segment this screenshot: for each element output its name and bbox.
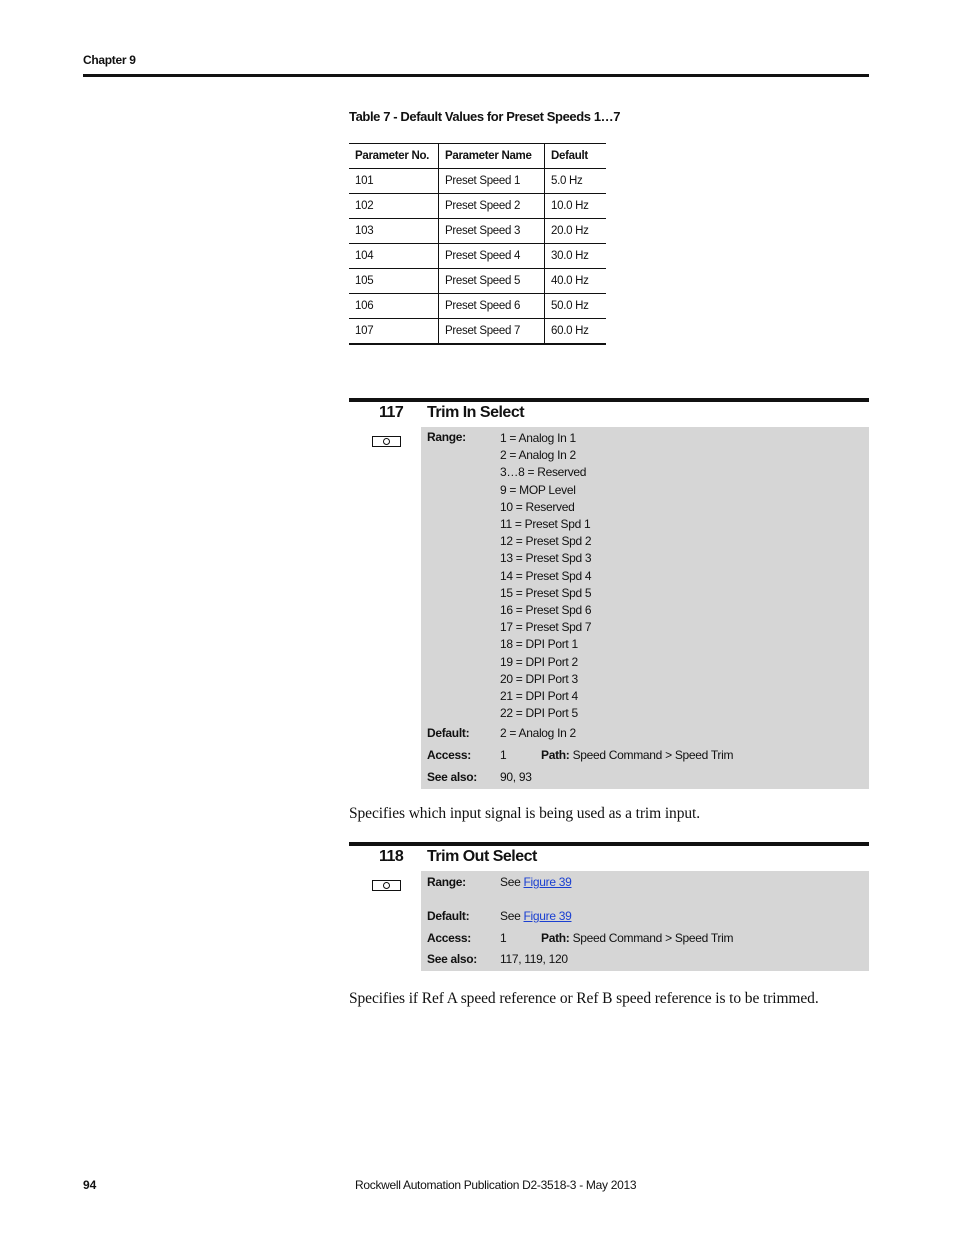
param-117-rule [349, 398, 869, 402]
cell-parameter-no: 104 [349, 244, 439, 269]
param-118-details [421, 871, 869, 971]
range-option: 16 = Preset Spd 6 [500, 603, 592, 618]
path-info [541, 931, 733, 945]
default-value [500, 909, 572, 923]
cell-default: 30.0 Hz [545, 244, 607, 269]
read-write-icon [372, 880, 401, 891]
range-option: 12 = Preset Spd 2 [500, 534, 592, 549]
range-prefix: See [500, 875, 524, 889]
range-option: 18 = DPI Port 1 [500, 637, 578, 652]
cell-parameter-name: Preset Speed 7 [439, 319, 545, 345]
cell-default: 10.0 Hz [545, 194, 607, 219]
param-118-name: Trim Out Select [427, 848, 537, 865]
table-row [349, 219, 606, 244]
path-label: Path: [541, 748, 570, 762]
see-also-value: 90, 93 [500, 770, 532, 784]
range-option: 20 = DPI Port 3 [500, 671, 578, 686]
param-117-name: Trim In Select [427, 404, 525, 421]
cell-parameter-no: 105 [349, 269, 439, 294]
range-option: 22 = DPI Port 5 [500, 706, 578, 721]
page-number: 94 [83, 1178, 97, 1192]
default-prefix: See [500, 909, 524, 923]
path-info [541, 748, 733, 762]
table-row [349, 169, 606, 194]
cell-parameter-no: 107 [349, 319, 439, 345]
path-value: Speed Command > Speed Trim [572, 748, 734, 762]
range-option: 2 = Analog In 2 [500, 448, 576, 463]
cell-default: 5.0 Hz [545, 169, 607, 194]
cell-parameter-no: 101 [349, 169, 439, 194]
cell-parameter-name: Preset Speed 2 [439, 194, 545, 219]
default-label: Default: [427, 726, 470, 740]
range-option: 15 = Preset Spd 5 [500, 585, 592, 600]
param-118-number: 118 [379, 848, 404, 865]
range-option: 19 = DPI Port 2 [500, 654, 578, 669]
range-option: 3…8 = Reserved [500, 465, 587, 480]
range-label: Range: [427, 430, 466, 444]
see-also-value: 117, 119, 120 [500, 952, 568, 966]
access-value: 1 [500, 931, 507, 945]
range-value [500, 875, 572, 889]
param-118-rule [349, 842, 869, 846]
range-option: 21 = DPI Port 4 [500, 689, 578, 704]
range-option: 17 = Preset Spd 7 [500, 620, 592, 635]
default-value: 2 = Analog In 2 [500, 726, 576, 740]
cell-parameter-no: 102 [349, 194, 439, 219]
figure-39-link[interactable]: Figure 39 [523, 875, 572, 889]
path-value: Speed Command > Speed Trim [572, 931, 734, 945]
header-rule [83, 74, 869, 77]
column-header-parameter-name: Parameter Name [439, 144, 545, 169]
table-title: Table 7 - Default Values for Preset Speeds 1…7 [349, 109, 621, 124]
access-label: Access: [427, 748, 471, 762]
range-option: 1 = Analog In 1 [500, 431, 576, 445]
default-label: Default: [427, 909, 470, 923]
column-header-parameter-no: Parameter No. [349, 144, 439, 169]
param-117-description: Specifies which input signal is being used as a trim input. [349, 805, 700, 822]
see-also-label: See also: [427, 952, 477, 966]
table-row [349, 294, 606, 319]
cell-parameter-no: 106 [349, 294, 439, 319]
range-option: 10 = Reserved [500, 499, 575, 514]
range-option: 13 = Preset Spd 3 [500, 551, 592, 566]
cell-default: 60.0 Hz [545, 319, 607, 345]
cell-default: 20.0 Hz [545, 219, 607, 244]
range-label: Range: [427, 875, 466, 889]
table-header-row [349, 144, 606, 169]
access-label: Access: [427, 931, 471, 945]
table-row [349, 244, 606, 269]
figure-39-link[interactable]: Figure 39 [523, 909, 572, 923]
path-label: Path: [541, 931, 570, 945]
range-list [500, 430, 591, 722]
table-row [349, 269, 606, 294]
cell-default: 40.0 Hz [545, 269, 607, 294]
table-row [349, 319, 606, 345]
cell-parameter-no: 103 [349, 219, 439, 244]
cell-parameter-name: Preset Speed 3 [439, 219, 545, 244]
preset-speeds-table [349, 143, 606, 345]
range-option: 9 = MOP Level [500, 482, 576, 497]
param-117-details [421, 427, 869, 789]
cell-parameter-name: Preset Speed 4 [439, 244, 545, 269]
table-row [349, 194, 606, 219]
access-value: 1 [500, 748, 507, 762]
publication-info: Rockwell Automation Publication D2-3518-3 - May 2013 [355, 1178, 637, 1192]
param-118-description: Specifies if Ref A speed reference or Ref B speed reference is to be trimmed. [349, 990, 819, 1007]
column-header-default: Default [545, 144, 607, 169]
cell-parameter-name: Preset Speed 5 [439, 269, 545, 294]
cell-parameter-name: Preset Speed 6 [439, 294, 545, 319]
range-option: 11 = Preset Spd 1 [500, 517, 591, 532]
chapter-label: Chapter 9 [83, 53, 136, 67]
param-117-number: 117 [379, 404, 404, 421]
cell-parameter-name: Preset Speed 1 [439, 169, 545, 194]
range-option: 14 = Preset Spd 4 [500, 568, 592, 583]
see-also-label: See also: [427, 770, 477, 784]
read-write-icon [372, 436, 401, 447]
cell-default: 50.0 Hz [545, 294, 607, 319]
